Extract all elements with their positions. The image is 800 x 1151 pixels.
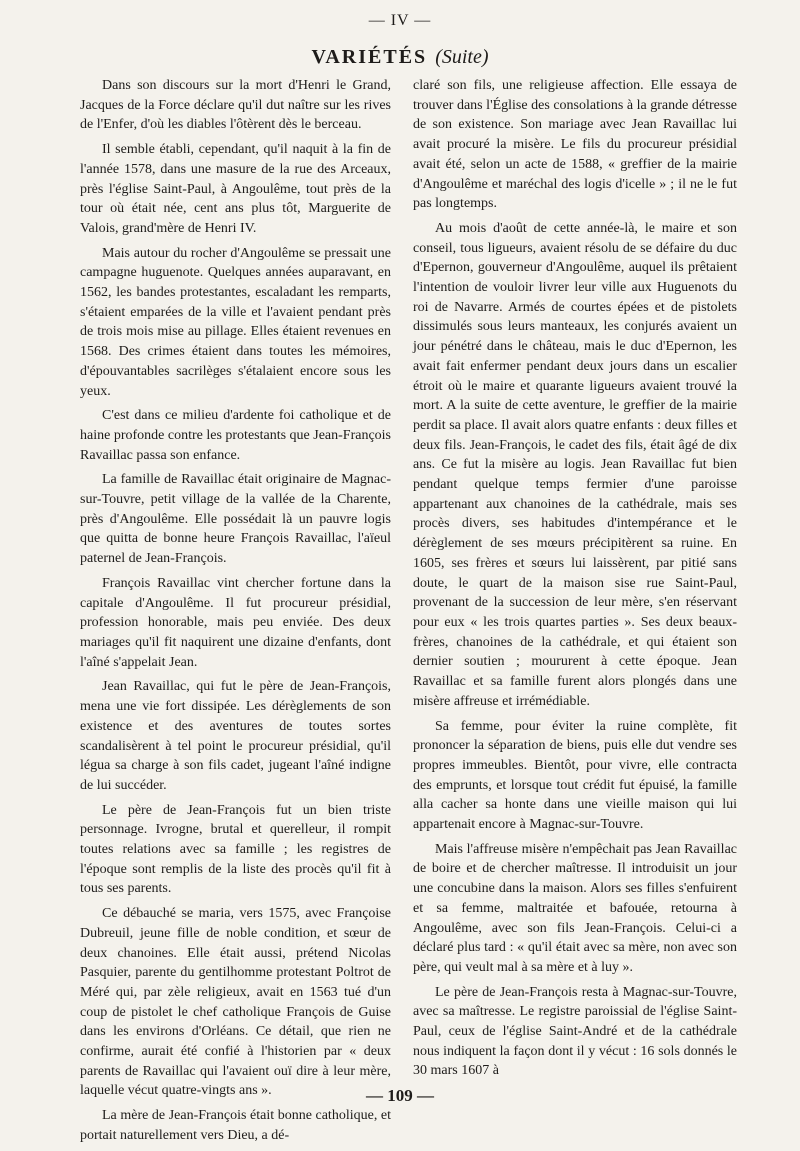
paragraph: Le père de Jean-François fut un bien triste personnage. Ivrogne, brutal et querelleur, il rompit toutes relations avec sa famille ; les registres de l'époque sont remplis de la liste des procès qu'il fit à tous ses parents. — [80, 802, 391, 897]
section-subtitle: (Suite) — [435, 46, 489, 68]
paragraph: Le père de Jean-François resta à Magnac-sur-Touvre, avec sa maîtresse. Le registre paroissial de l'église Saint-Paul, ceux de l'église Saint-André et de la cathédrale nous indiquent la façon dont il y vécut : 16 sols donnés le 30 mars 1607 à — [413, 984, 737, 1079]
section-title-text: VARIÉTÉS — [311, 46, 428, 68]
paragraph: Il semble établi, cependant, qu'il naquit à la fin de l'année 1578, dans une masure de la rue des Arceaux, près l'église Saint-Paul, à Angoulême, tout près de la tour où était née, cent ans plus tôt, Marguerite de Valois, grand'mère de Henri IV. — [80, 142, 391, 236]
paragraph: La mère de Jean-François était bonne catholique, et portait naturellement vers Dieu, a dé- — [80, 1108, 391, 1143]
paragraph: Ce débauché se maria, vers 1575, avec Françoise Dubreuil, jeune fille de noble condition, et sœur de deux chanoines. Elle était aussi, prétend Nicolas Pasquier, parente du gentilhomme protestant Poltrot de Méré qui, par zèle religieux, avait en 1563 tué d'un coup de pistolet le chef catholique François de Guise dans les environs d'Orléans. Ce détail, que rien ne confirme, aurait été confié à l'historien par « deux parents de Ravaillac qui l'avaient ouï dire à leur mère, laquelle vécut quatre-vingts ans ». — [80, 906, 391, 1099]
paragraph-continuation: claré son fils, une religieuse affection. Elle essaya de trouver dans l'Église des consolations à la grande détresse de son existence. Son mariage avec Jean Ravaillac lui avait procuré la misère. Le fils du procureur présidial avait été, selon un acte de 1588, « greffier de la mairie d'Angoulême et maréchal des logis d'icelle » ; il ne le fut pas longtemps. — [413, 78, 737, 212]
right-column — [413, 76, 737, 1086]
paragraph: Dans son discours sur la mort d'Henri le Grand, Jacques de la Force déclare qu'il dut naître sur les rives de l'Enfer, d'où les diables l'ôtèrent dès le berceau. — [80, 78, 391, 133]
left-column — [80, 76, 391, 1151]
paragraph: Mais autour du rocher d'Angoulême se pressait une campagne huguenote. Quelques années auparavant, en 1562, les bandes protestantes, escaladant les remparts, s'étaient emparées de la ville et l'avaient pendant près de trois mois mise au pillage. Elles étaient revenues en 1568. Des crimes étaient dans toutes les mémoires, d'épouvantables sacrilèges s'étalaient encore sous les yeux. — [80, 245, 391, 399]
paragraph: Mais l'affreuse misère n'empêchait pas Jean Ravaillac de boire et de chercher maîtresse. Il introduisit un jour une concubine dans la maison. Alors ses filles s'enfuirent et sa femme, maltraitée et bafouée, retourna à Angoulême, avec son fils Jean-François. Celui-ci a déclaré plus tard : « qu'il était avec sa mère, non avec son père, qui veult mal à sa mère et à luy ». — [413, 841, 737, 975]
paragraph: Sa femme, pour éviter la ruine complète, fit prononcer la séparation de biens, puis elle dut vendre ses propres immeubles. Bientôt, pour vivre, elle contracta des emprunts, et lorsque tout crédit fut épuisé, la famille alla cacher sa honte dans une vieille maison qui lui appartenait encore à Magnac-sur-Touvre. — [413, 718, 737, 833]
paragraph: Au mois d'août de cette année-là, le maire et son conseil, tous ligueurs, avaient résolu de se défaire du duc d'Epernon, gouverneur d'Angoulême, auquel ils prêtaient l'intention de vouloir livrer leur ville aux Huguenots du roi de Navarre. Armés de courtes épées et de pistolets dissimulés sous leurs manteaux, les conjurés avaient un jour pénétré dans le château, mais le duc d'Epernon, les avait fait enfermer pendant deux jours dans un escalier étroit où le maire et quarante ligueurs avaient trouvé la mort. A la suite de cette aventure, le greffier de la mairie perdit sa place. Il avait alors quatre enfants : deux filles et deux fils. Jean-François, le cadet des fils, était âgé de dix ans. Ce fut la misère au logis. Jean Ravaillac fut bien pendant quelque temps fermier d'une paroisse appartenant aux chanoines de la cathédrale, mais ses procès divers, ses habitudes d'intempérance et le dérèglement de ses mœurs précipitèrent sa ruine. En 1605, ses frères et sœurs lui laissèrent, par pitié sans doute, le quart de la maison sise rue Saint-Paul, provenant de la succession de leur mère, s'en réservant pour eux « les trois quartes parties ». Ses deux beaux-frères, chanoines de la cathédrale, et qui étaient son dernier soutien ; moururent à cette époque. Jean Ravaillac et sa famille furent alors plongés dans une misère affreuse et irrémédiable. — [413, 220, 737, 709]
paragraph: Jean Ravaillac, qui fut le père de Jean-François, mena une vie fort dissipée. Les dérèglements de son existence et des aventures de toutes sortes scandalisèrent à tel point le procureur présidial, qu'il légua sa charge à son fils cadet, jugeant l'aîné indigne de lui succéder. — [80, 679, 391, 793]
paragraph: C'est dans ce milieu d'ardente foi catholique et de haine profonde contre les protestants que Jean-François Ravaillac passa son enfance. — [80, 408, 392, 463]
section-title — [0, 46, 800, 69]
page-number: — 109 — — [366, 1086, 434, 1105]
paragraph: La famille de Ravaillac était originaire de Magnac-sur-Touvre, petit village de la vallée de la Charente, près d'Angoulême. Elle possédait là un pauvre logis que quitta de bonne heure François Ravaillac, l'aïeul paternel de Jean-François. — [80, 472, 391, 567]
paragraph: François Ravaillac vint chercher fortune dans la capitale d'Angoulême. Il fut procureur présidial, profession honorable, mais peu enviée. Des deux mariages qu'il fit naquirent une dizaine d'enfants, dont l'aîné s'appelait Jean. — [80, 575, 391, 670]
running-folio: — IV — — [368, 12, 432, 29]
